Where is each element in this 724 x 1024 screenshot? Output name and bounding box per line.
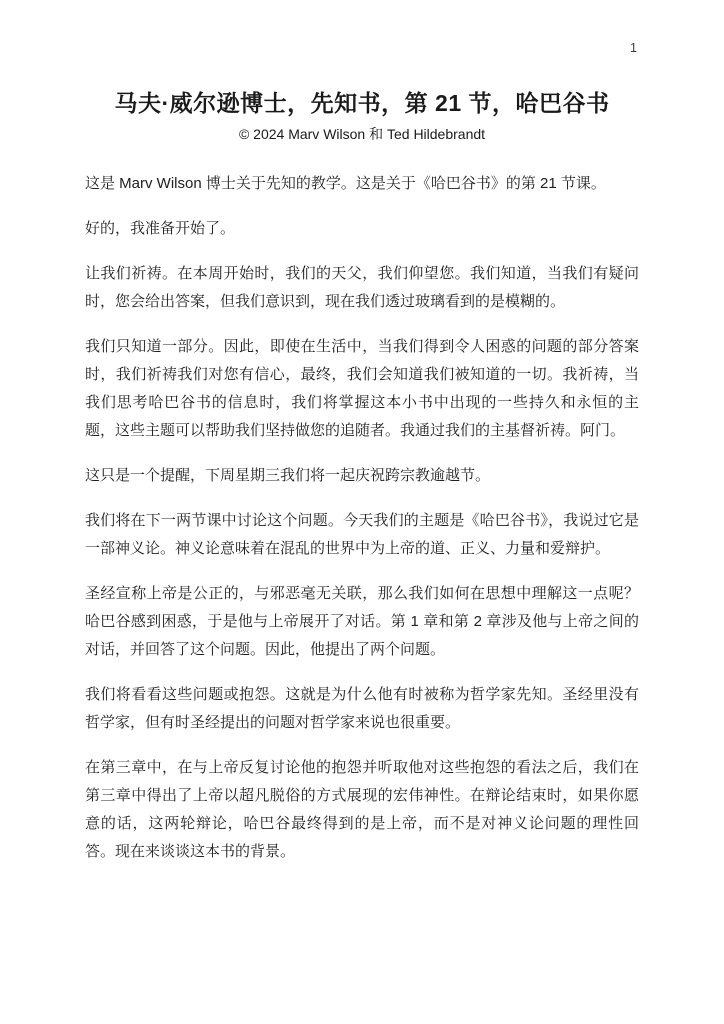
document-title: 马夫·威尔逊博士，先知书，第 21 节，哈巴谷书 bbox=[114, 90, 610, 116]
body-paragraph: 这只是一个提醒，下周星期三我们将一起庆祝跨宗教逾越节。 bbox=[85, 467, 491, 484]
body-paragraph: 这是 Marv Wilson 博士关于先知的教学。这是关于《哈巴谷书》的第 21 节课。 bbox=[85, 175, 606, 192]
body-paragraph: 我们将看看这些问题或抱怨。这就是为什么他有时被称为哲学家先知。圣经里没有哲学家，但有时圣经提出的问题对哲学家来说也很重要。 bbox=[85, 686, 639, 731]
copyright-line: © 2024 Marv Wilson 和 Ted Hildebrandt bbox=[238, 126, 486, 142]
body-paragraph: 好的，我准备开始了。 bbox=[85, 220, 236, 237]
body-paragraph: 我们将在下一两节课中讨论这个问题。今天我们的主题是《哈巴谷书》，我说过它是一部神义论。神义论意味着在混乱的世界中为上帝的道、正义、力量和爱辩护。 bbox=[85, 512, 639, 557]
page-number: 1 bbox=[630, 41, 637, 55]
body-paragraph: 在第三章中，在与上帝反复讨论他的抱怨并听取他对这些抱怨的看法之后，我们在第三章中得出了上帝以超凡脱俗的方式展现的宏伟神性。在辩论结束时，如果你愿意的话，这两轮辩论，哈巴谷最终得到的是上帝，而不是对神义论问题的理性回答。现在来谈谈这本书的背景。 bbox=[85, 759, 639, 860]
body-paragraph: 让我们祈祷。在本周开始时，我们的天父，我们仰望您。我们知道，当我们有疑问时，您会给出答案，但我们意识到，现在我们透过玻璃看到的是模糊的。 bbox=[85, 265, 639, 310]
body-paragraph: 圣经宣称上帝是公正的，与邪恶毫无关联，那么我们如何在思想中理解这一点呢？哈巴谷感到困惑，于是他与上帝展开了对话。第 1 章和第 2 章涉及他与上帝之间的对话，并回答了这个问题。因此，他提出了两个问题。 bbox=[85, 585, 639, 658]
body-paragraph: 我们只知道一部分。因此，即使在生活中，当我们得到令人困惑的问题的部分答案时，我们祈祷我们对您有信心，最终，我们会知道我们被知道的一切。我祈祷，当我们思考哈巴谷书的信息时，我们将掌握这本小书中出现的一些持久和永恒的主题，这些主题可以帮助我们坚持做您的追随者。我通过我们的主基督祈祷。阿门。 bbox=[85, 338, 639, 439]
document-body bbox=[85, 170, 639, 866]
